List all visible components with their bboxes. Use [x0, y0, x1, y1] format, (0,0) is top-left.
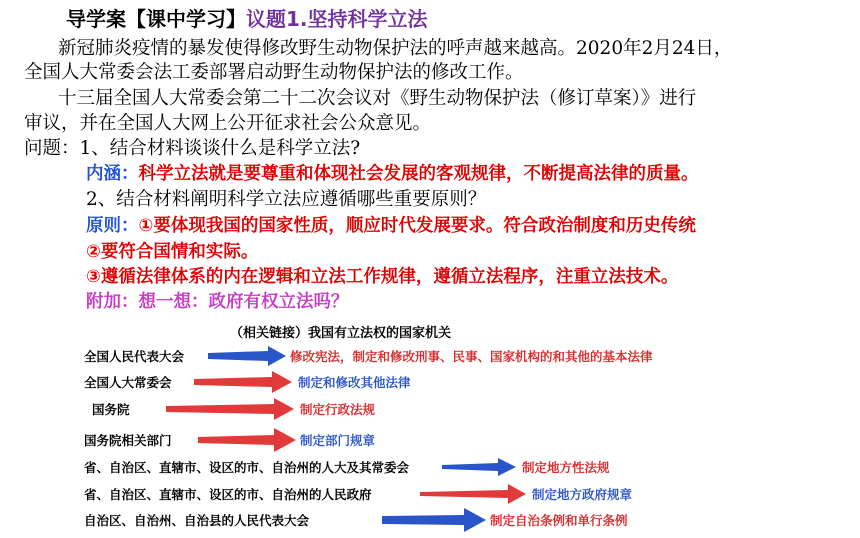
right-arrow-icon — [208, 344, 288, 368]
legislative-organs-diagram — [70, 318, 830, 533]
diagram-row-npcsc — [70, 370, 830, 394]
right-arrow-icon — [442, 455, 518, 479]
title-prefix: 导学案【课中学习】 — [66, 7, 246, 31]
answer-1-label: 内涵： — [86, 164, 139, 184]
right-arrow-icon — [194, 370, 294, 394]
power-label: 修改宪法，制定和修改刑事、民事、国家机构的和其他的基本法律 — [290, 349, 653, 364]
organ-label: 省、自治区、直辖市、设区的市、自治州的人民政府 — [84, 487, 372, 502]
power-label: 制定和修改其他法律 — [298, 375, 411, 390]
organ-label: 全国人民代表大会 — [84, 349, 185, 364]
answer-1 — [86, 164, 699, 184]
answer-1-text: 科学立法就是要尊重和体现社会发展的客观规律，不断提高法律的质量。 — [138, 164, 699, 184]
diagram-row-npc — [70, 344, 830, 368]
question-2: 2、结合材料阐明科学立法应遵循哪些重要原则？ — [86, 189, 487, 210]
diagram-row-autonomous-congress — [70, 508, 830, 532]
diagram-row-local-government — [70, 482, 830, 506]
organ-label: 全国人大常委会 — [84, 375, 172, 390]
title-topic: 议题1.坚持科学立法 — [246, 7, 428, 31]
extra-question: 附加：想一想：政府有权立法吗？ — [86, 292, 349, 312]
material-line-2: 全国人大常委会法工委部署启动野生动物保护法的修改工作。 — [24, 62, 524, 83]
page-title — [66, 8, 428, 31]
material-line-3: 十三届全国人大常委会第二十二次会议对《野生动物保护法（修订草案）》进行 — [58, 88, 697, 109]
right-arrow-icon — [166, 397, 296, 421]
organ-label: 国务院相关部门 — [84, 433, 172, 448]
right-arrow-icon — [198, 427, 298, 453]
diagram-row-departments — [70, 425, 830, 449]
material-line-1: 新冠肺炎疫情的暴发使得修改野生动物保护法的呼声越来越高。2020年2月24日， — [58, 38, 733, 59]
organ-label: 国务院 — [92, 402, 130, 417]
principle-3: ③遵循法律体系的内在逻辑和立法工作规律，遵循立法程序，注重立法技术。 — [86, 267, 679, 287]
diagram-row-local-congress — [70, 455, 830, 479]
power-label: 制定地方性法规 — [522, 460, 610, 475]
power-label: 制定地方政府规章 — [532, 487, 633, 502]
principle-1: ①要体现我国的国家性质，顺应时代发展要求。符合政治制度和历史传统 — [138, 216, 696, 236]
answer-2-label: 原则： — [86, 216, 139, 236]
diagram-row-state-council — [70, 397, 830, 421]
right-arrow-icon — [382, 508, 488, 532]
organ-label: 自治区、自治州、自治县的人民代表大会 — [84, 513, 310, 528]
power-label: 制定行政法规 — [300, 402, 376, 417]
diagram-caption: （相关链接）我国有立法权的国家机关 — [230, 326, 452, 341]
organ-label: 省、自治区、直辖市、设区的市、自治州的人大及其常委会 — [84, 460, 410, 475]
principle-2: ②要符合国情和实际。 — [86, 242, 259, 262]
right-arrow-icon — [420, 482, 528, 506]
power-label: 制定部门规章 — [300, 433, 376, 448]
power-label: 制定自治条例和单行条例 — [490, 513, 628, 528]
material-line-4: 审议，并在全国人大网上公开征求社会公众意见。 — [24, 113, 432, 134]
answer-2 — [86, 216, 696, 236]
question-1: 问题：1、结合材料谈谈什么是科学立法? — [24, 138, 361, 159]
